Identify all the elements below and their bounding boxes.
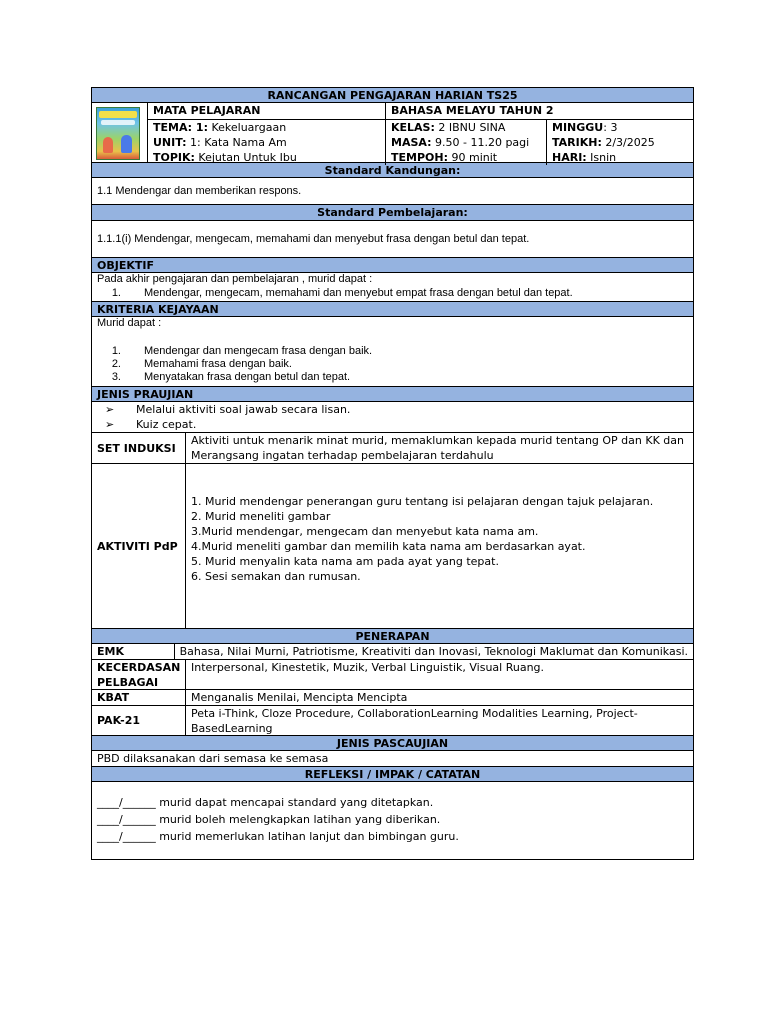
header-block (91, 103, 694, 163)
document-title-row (91, 87, 694, 103)
set-induksi-line: Aktiviti untuk menarik minat murid, memaklumkan kepada murid tentang OP dan KK dan (191, 434, 684, 447)
kriteria-item: 3. Menyatakan frasa dengan betul dan tepat. (111, 371, 351, 383)
praujian-item: ➢ Melalui aktiviti soal jawab secara lisan. (105, 403, 351, 416)
tarikh-line: TARIKH: 2/3/2025 (552, 136, 655, 149)
standard-kandungan-text: 1.1 Mendengar dan memberikan respons. (97, 185, 302, 197)
standard-pembelajaran-header: Standard Pembelajaran: (91, 205, 694, 221)
emk-value: Bahasa, Nilai Murni, Patriotisme, Kreativiti dan Inovasi, Teknologi Maklumat dan Komunikasi. (174, 644, 693, 659)
aktiviti-line: 6. Sesi semakan dan rumusan. (191, 570, 361, 583)
aktiviti-line: 4.Murid meneliti gambar dan memilih kata nama am berdasarkan ayat. (191, 540, 586, 553)
kbat-row (91, 690, 694, 706)
tema-line: TEMA: 1: Kekeluargaan (153, 121, 287, 134)
kecerdasan-row (91, 660, 694, 690)
textbook-cover-icon (96, 107, 140, 160)
masa-line: MASA: 9.50 - 11.20 pagi (391, 136, 530, 149)
pascaujian-text: PBD dilaksanakan dari semasa ke semasa (97, 752, 329, 765)
emk-label: EMK (97, 645, 124, 658)
praujian-row (91, 402, 694, 433)
pascaujian-row (91, 751, 694, 767)
hari-line: HARI: Isnin (552, 151, 617, 164)
kbat-label: KBAT (97, 691, 130, 704)
set-induksi-row (91, 433, 694, 464)
aktiviti-line: 5. Murid menyalin kata nama am pada ayat yang tepat. (191, 555, 499, 568)
objektif-header: OBJEKTIF (91, 258, 694, 273)
pak21-value-line: BasedLearning (191, 722, 273, 735)
aktiviti-row (91, 464, 694, 629)
refleksi-row (91, 782, 694, 860)
refleksi-header: REFLEKSI / IMPAK / CATATAN (91, 767, 694, 782)
mata-pelajaran-label: MATA PELAJARAN (153, 104, 261, 117)
arrow-bullet-icon: ➢ (105, 403, 115, 416)
refleksi-line: ____/______ murid dapat mencapai standard yang ditetapkan. (97, 796, 434, 809)
pak21-value-line: Peta i-Think, Cloze Procedure, CollaborationLearning Modalities Learning, Project- (191, 707, 638, 720)
set-induksi-line: Merangsang ingatan terhadap pembelajaran terdahulu (191, 449, 494, 462)
tempoh-line: TEMPOH: 90 minit (391, 151, 498, 164)
aktiviti-line: 2. Murid meneliti gambar (191, 510, 331, 523)
kriteria-item: 2. Memahami frasa dengan baik. (111, 358, 292, 370)
kriteria-intro: Murid dapat : (97, 317, 162, 329)
objektif-item: 1. Mendengar, mengecam, memahami dan menyebut empat frasa dengan betul dan tepat. (111, 287, 573, 299)
objektif-intro: Pada akhir pengajaran dan pembelajaran , murid dapat : (97, 273, 373, 285)
kecerdasan-value: Interpersonal, Kinestetik, Muzik, Verbal Linguistik, Visual Ruang. (185, 660, 693, 689)
refleksi-line: ____/______ murid boleh melengkapkan latihan yang diberikan. (97, 813, 441, 826)
praujian-header: JENIS PRAUJIAN (91, 387, 694, 402)
kecerdasan-label: KECERDASAN PELBAGAI (97, 661, 181, 689)
pascaujian-header: JENIS PASCAUJIAN (91, 736, 694, 751)
refleksi-line: ____/______ murid memerlukan latihan lanjut dan bimbingan guru. (97, 830, 459, 843)
objektif-row (91, 273, 694, 302)
penerapan-header: PENERAPAN (91, 629, 694, 644)
kriteria-item: 1. Mendengar dan mengecam frasa dengan baik. (111, 345, 373, 357)
pak21-label: PAK-21 (97, 714, 141, 727)
emk-row (91, 644, 694, 660)
praujian-item: ➢ Kuiz cepat. (105, 418, 197, 431)
standard-kandungan-row (91, 178, 694, 205)
standard-kandungan-header: Standard Kandungan: (91, 163, 694, 178)
lesson-plan-document (91, 87, 694, 860)
standard-pembelajaran-row (91, 221, 694, 258)
topik-line: TOPIK: Kejutan Untuk Ibu (153, 151, 297, 164)
aktiviti-line: 3.Murid mendengar, mengecam dan menyebut kata nama am. (191, 525, 539, 538)
minggu-line: MINGGU: 3 (552, 121, 618, 134)
kriteria-header: KRITERIA KEJAYAAN (91, 302, 694, 317)
kbat-value: Menganalis Menilai, Mencipta Mencipta (185, 690, 693, 705)
document-title: RANCANGAN PENGAJARAN HARIAN TS25 (267, 88, 518, 102)
kelas-line: KELAS: 2 IBNU SINA (391, 121, 506, 134)
standard-pembelajaran-text: 1.1.1(i) Mendengar, mengecam, memahami dan menyebut frasa dengan betul dan tepat. (97, 233, 530, 245)
unit-line: UNIT: 1: Kata Nama Am (153, 136, 287, 149)
set-induksi-label: SET INDUKSI (97, 441, 176, 455)
pak21-row (91, 706, 694, 736)
aktiviti-line: 1. Murid mendengar penerangan guru tentang isi pelajaran dengan tajuk pelajaran. (191, 495, 654, 508)
book-cover-cell (92, 103, 147, 162)
arrow-bullet-icon: ➢ (105, 418, 115, 431)
aktiviti-label: AKTIVITI PdP (97, 539, 178, 553)
mata-pelajaran-value: BAHASA MELAYU TAHUN 2 (385, 103, 693, 119)
kriteria-row (91, 317, 694, 387)
